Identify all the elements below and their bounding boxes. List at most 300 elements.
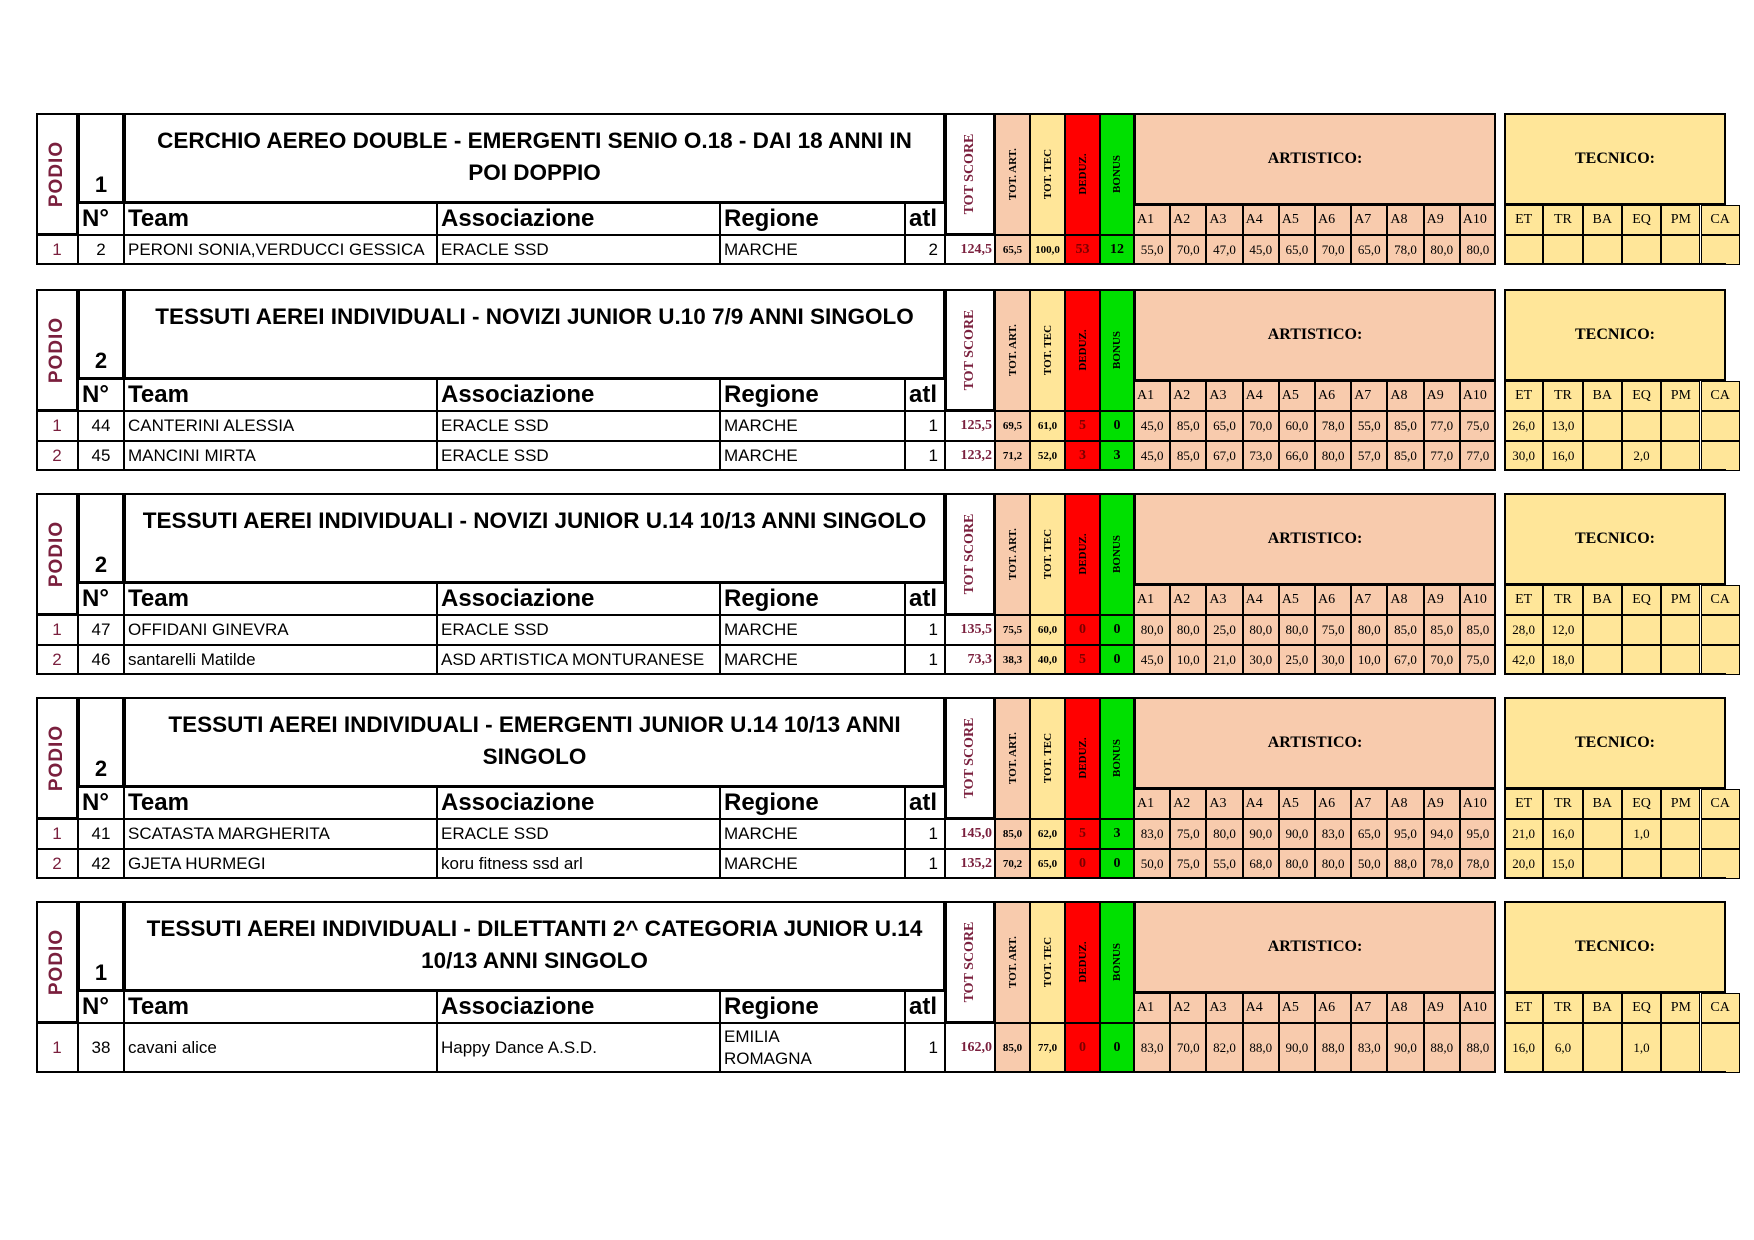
row-tot-art-text: 85,0 [1002, 828, 1023, 840]
tecnico-col-tr-text: TR [1554, 212, 1572, 227]
row-tecnico-eq [1622, 411, 1661, 441]
row-number-text: 44 [91, 416, 111, 435]
row-tecnico-tr [1543, 1023, 1582, 1073]
table-row [36, 235, 1726, 265]
header-tot-tec [1030, 289, 1065, 411]
header-deduz [1065, 697, 1100, 819]
row-tecnico-ba [1583, 411, 1622, 441]
row-tecnico-et [1504, 819, 1543, 849]
header-tot-art [995, 113, 1030, 235]
row-region-text: MARCHE [724, 824, 798, 843]
header-region-text: Regione [724, 205, 819, 232]
artistico-col-a4-text: A4 [1245, 388, 1263, 403]
tecnico-col-pm [1661, 205, 1700, 235]
tecnico-col-tr [1543, 789, 1582, 819]
row-tot-tec [1030, 235, 1065, 265]
row-tecnico-et-text: 28,0 [1512, 622, 1536, 637]
row-team [124, 645, 437, 675]
header-deduz-text: DEDUZ. [1076, 153, 1089, 195]
tecnico-col-pm [1661, 789, 1700, 819]
row-artistico-a7 [1351, 615, 1387, 645]
header-atl-text: atl [909, 789, 938, 816]
tecnico-col-eq-text: EQ [1632, 592, 1651, 607]
row-position [36, 1023, 78, 1073]
row-atl [905, 411, 945, 441]
row-deduction [1065, 645, 1100, 675]
header-tot-tec-text: TOT. TEC [1041, 148, 1054, 200]
row-region-text: MARCHE [724, 620, 798, 639]
row-position-text: 2 [52, 854, 62, 873]
tecnico-col-et [1504, 993, 1543, 1023]
row-artistico-a4-text: 30,0 [1249, 652, 1273, 667]
row-tot-score-text: 135,2 [960, 856, 992, 871]
row-number [78, 615, 124, 645]
artistico-col-a2-text: A2 [1173, 592, 1191, 607]
row-artistico-a4-text: 88,0 [1249, 1040, 1273, 1055]
category-title [124, 113, 945, 203]
row-artistico-a7 [1351, 1023, 1387, 1073]
row-artistico-a9 [1424, 819, 1460, 849]
tecnico-col-ba [1583, 789, 1622, 819]
row-tecnico-pm [1661, 849, 1700, 879]
row-bonus-text: 0 [1113, 652, 1121, 667]
artistico-col-a4 [1243, 205, 1279, 235]
row-deduction-text: 0 [1079, 1040, 1086, 1055]
artistico-header [1134, 697, 1496, 789]
header-tot-score [945, 901, 995, 1023]
row-atl [905, 615, 945, 645]
row-artistico-a1-text: 45,0 [1140, 652, 1164, 667]
artistico-col-a10-text: A10 [1462, 1000, 1487, 1015]
row-position [36, 615, 78, 645]
row-tecnico-ca [1701, 1023, 1740, 1073]
row-artistico-a5 [1279, 615, 1315, 645]
header-bonus [1100, 113, 1134, 235]
tecnico-col-eq-text: EQ [1632, 388, 1651, 403]
row-artistico-a9-text: 70,0 [1430, 652, 1454, 667]
tecnico-header [1504, 697, 1726, 789]
category-title [124, 901, 945, 991]
row-tecnico-ba [1583, 819, 1622, 849]
header-region [720, 991, 905, 1023]
row-team [124, 615, 437, 645]
header-tot-art-text: TOT. ART. [1006, 732, 1019, 784]
row-artistico-a6-text: 70,0 [1321, 242, 1345, 257]
row-artistico-a9 [1424, 1023, 1460, 1073]
tecnico-col-ca-text: CA [1710, 388, 1730, 403]
header-deduz-text: DEDUZ. [1076, 737, 1089, 779]
row-association [437, 1023, 720, 1073]
artistico-col-a5 [1279, 585, 1315, 615]
row-deduction-text: 5 [1079, 652, 1086, 667]
artistico-col-a2-text: A2 [1173, 796, 1191, 811]
row-tecnico-tr [1543, 411, 1582, 441]
row-position-text: 1 [52, 416, 62, 435]
tecnico-col-pm-text: PM [1670, 212, 1691, 227]
row-team-text: GJETA HURMEGI [128, 854, 266, 873]
artistico-col-a3-text: A3 [1209, 796, 1227, 811]
podio-label [36, 113, 78, 235]
row-artistico-a3 [1206, 645, 1242, 675]
row-artistico-a4 [1243, 411, 1279, 441]
header-team [124, 583, 437, 615]
header-tot-art-text: TOT. ART. [1006, 148, 1019, 200]
header-num-text: N° [82, 789, 109, 816]
artistico-col-a7-text: A7 [1354, 1000, 1372, 1015]
row-region [720, 235, 905, 265]
tecnico-header-text: TECNICO: [1574, 150, 1655, 167]
row-artistico-a2-text: 70,0 [1176, 242, 1200, 257]
artistico-col-a6-text: A6 [1318, 212, 1336, 227]
artistico-col-a10-text: A10 [1462, 796, 1487, 811]
row-tecnico-eq [1622, 849, 1661, 879]
row-artistico-a2 [1170, 1023, 1206, 1073]
row-artistico-a1 [1134, 441, 1170, 471]
row-tecnico-et [1504, 615, 1543, 645]
row-artistico-a5-text: 66,0 [1285, 448, 1309, 463]
table-row [36, 615, 1726, 645]
artistico-col-a3 [1206, 993, 1242, 1023]
row-team-text: CANTERINI ALESSIA [128, 416, 295, 435]
row-team-text: MANCINI MIRTA [128, 446, 256, 465]
row-artistico-a5-text: 65,0 [1285, 242, 1309, 257]
category-count [78, 901, 124, 991]
row-artistico-a3-text: 47,0 [1213, 242, 1236, 257]
row-tecnico-et [1504, 441, 1543, 471]
row-tecnico-et-text: 16,0 [1512, 1040, 1536, 1055]
row-tecnico-tr-text: 13,0 [1551, 418, 1575, 433]
row-atl-text: 1 [928, 1038, 938, 1057]
row-team-text: OFFIDANI GINEVRA [128, 620, 289, 639]
header-tot-tec [1030, 901, 1065, 1023]
header-deduz-text: DEDUZ. [1076, 329, 1089, 371]
artistico-col-a4 [1243, 789, 1279, 819]
row-tecnico-pm [1661, 235, 1700, 265]
row-artistico-a1 [1134, 819, 1170, 849]
header-deduz-text: DEDUZ. [1076, 941, 1089, 983]
tecnico-col-ca [1701, 585, 1740, 615]
row-region [720, 819, 905, 849]
tecnico-col-ca [1701, 205, 1740, 235]
artistico-col-a9-text: A9 [1426, 388, 1444, 403]
row-tecnico-pm [1661, 441, 1700, 471]
artistico-col-a6 [1315, 205, 1351, 235]
row-deduction-text: 5 [1079, 826, 1086, 841]
row-artistico-a6 [1315, 615, 1351, 645]
row-tot-tec-text: 62,0 [1037, 828, 1058, 840]
row-artistico-a8 [1387, 615, 1423, 645]
podio-label [36, 901, 78, 1023]
row-tot-art-text: 65,5 [1002, 244, 1023, 256]
tecnico-col-ca-text: CA [1710, 212, 1730, 227]
row-bonus [1100, 411, 1134, 441]
artistico-col-a10-text: A10 [1462, 212, 1487, 227]
artistico-col-a4 [1243, 993, 1279, 1023]
row-deduction [1065, 819, 1100, 849]
row-tot-art-text: 71,2 [1002, 450, 1023, 462]
row-artistico-a3-text: 82,0 [1213, 1040, 1236, 1055]
row-artistico-a10 [1460, 411, 1496, 441]
row-artistico-a4 [1243, 235, 1279, 265]
row-association [437, 819, 720, 849]
row-artistico-a5-text: 90,0 [1285, 826, 1309, 841]
artistico-col-a2-text: A2 [1173, 388, 1191, 403]
header-tot-tec-text: TOT. TEC [1041, 732, 1054, 784]
row-tot-art [995, 615, 1030, 645]
tecnico-col-eq-text: EQ [1632, 796, 1651, 811]
header-atl-text: atl [909, 585, 938, 612]
row-tecnico-ca [1701, 441, 1740, 471]
row-artistico-a8-text: 85,0 [1394, 418, 1417, 433]
row-tecnico-tr-text: 6,0 [1554, 1040, 1572, 1055]
podio-label-text: PODIO [46, 316, 67, 384]
artistico-col-a7-text: A7 [1354, 212, 1372, 227]
row-artistico-a6-text: 75,0 [1321, 622, 1345, 637]
row-tot-score [945, 441, 995, 471]
artistico-col-a6-text: A6 [1318, 388, 1336, 403]
row-artistico-a4-text: 70,0 [1249, 418, 1273, 433]
row-artistico-a7-text: 65,0 [1357, 242, 1381, 257]
row-association-text: ERACLE SSD [441, 824, 549, 843]
row-tot-tec-text: 52,0 [1037, 450, 1058, 462]
row-artistico-a1-text: 45,0 [1140, 448, 1164, 463]
artistico-col-a8-text: A8 [1390, 1000, 1408, 1015]
row-artistico-a6-text: 80,0 [1321, 856, 1345, 871]
category-title-text: TESSUTI AEREI INDIVIDUALI - NOVIZI JUNIOR U.14 10/13 ANNI SINGOLO [142, 508, 927, 533]
row-artistico-a10-text: 77,0 [1466, 448, 1490, 463]
header-deduz [1065, 113, 1100, 235]
row-tecnico-et-text: 26,0 [1512, 418, 1536, 433]
row-artistico-a3 [1206, 819, 1242, 849]
row-artistico-a9-text: 77,0 [1430, 448, 1454, 463]
row-artistico-a8-text: 85,0 [1394, 622, 1417, 637]
artistico-header [1134, 289, 1496, 381]
row-artistico-a3-text: 25,0 [1213, 622, 1236, 637]
artistico-col-a3 [1206, 205, 1242, 235]
row-artistico-a10 [1460, 645, 1496, 675]
row-tecnico-pm [1661, 615, 1700, 645]
row-tot-score-text: 124,5 [960, 242, 992, 257]
row-number [78, 849, 124, 879]
tecnico-col-pm-text: PM [1670, 1000, 1691, 1015]
row-tot-tec-text: 65,0 [1037, 858, 1058, 870]
row-artistico-a9-text: 88,0 [1430, 1040, 1454, 1055]
artistico-col-a5 [1279, 789, 1315, 819]
row-number [78, 441, 124, 471]
row-deduction [1065, 615, 1100, 645]
row-tot-tec [1030, 441, 1065, 471]
row-artistico-a4 [1243, 1023, 1279, 1073]
row-artistico-a10 [1460, 235, 1496, 265]
row-region-text: EMILIA ROMAGNA [724, 1027, 812, 1068]
row-artistico-a8 [1387, 849, 1423, 879]
row-artistico-a6 [1315, 645, 1351, 675]
row-region-text: MARCHE [724, 416, 798, 435]
row-atl [905, 441, 945, 471]
header-tot-score [945, 493, 995, 615]
row-tecnico-eq [1622, 615, 1661, 645]
artistico-col-a7-text: A7 [1354, 592, 1372, 607]
row-bonus [1100, 819, 1134, 849]
category-count [78, 113, 124, 203]
row-tot-art [995, 849, 1030, 879]
header-deduz [1065, 493, 1100, 615]
row-artistico-a1 [1134, 411, 1170, 441]
row-position-text: 1 [52, 240, 62, 259]
header-tot-score [945, 697, 995, 819]
tecnico-col-pm [1661, 993, 1700, 1023]
header-team [124, 787, 437, 819]
row-tot-art-text: 85,0 [1002, 1042, 1023, 1054]
header-tot-art-text: TOT. ART. [1006, 936, 1019, 988]
artistico-col-a9-text: A9 [1426, 212, 1444, 227]
artistico-col-a10 [1460, 205, 1496, 235]
header-deduz [1065, 289, 1100, 411]
row-bonus-text: 0 [1113, 418, 1121, 433]
artistico-col-a7 [1351, 993, 1387, 1023]
row-deduction [1065, 411, 1100, 441]
header-num [78, 583, 124, 615]
row-tot-score-text: 73,3 [967, 652, 992, 667]
tecnico-col-ca-text: CA [1710, 1000, 1730, 1015]
tecnico-header-text: TECNICO: [1574, 938, 1655, 955]
header-bonus-text: BONUS [1111, 331, 1123, 369]
tecnico-col-pm-text: PM [1670, 388, 1691, 403]
row-tot-art [995, 235, 1030, 265]
row-artistico-a5 [1279, 441, 1315, 471]
row-tecnico-tr [1543, 441, 1582, 471]
header-assoc-text: Associazione [441, 585, 595, 612]
header-num-text: N° [82, 585, 109, 612]
row-artistico-a6-text: 30,0 [1321, 652, 1345, 667]
tecnico-col-ca-text: CA [1710, 592, 1730, 607]
artistico-col-a8 [1387, 205, 1423, 235]
header-atl [905, 991, 945, 1023]
row-team-text: cavani alice [128, 1038, 217, 1057]
row-position [36, 411, 78, 441]
row-artistico-a1 [1134, 615, 1170, 645]
row-team [124, 819, 437, 849]
header-region [720, 787, 905, 819]
header-num [78, 379, 124, 411]
row-artistico-a8 [1387, 411, 1423, 441]
row-association-text: ERACLE SSD [441, 446, 549, 465]
artistico-col-a1-text: A1 [1137, 796, 1155, 811]
row-artistico-a9 [1424, 849, 1460, 879]
artistico-col-a5 [1279, 205, 1315, 235]
row-artistico-a8-text: 78,0 [1394, 242, 1417, 257]
header-atl-text: atl [909, 993, 938, 1020]
header-team-text: Team [128, 205, 189, 232]
artistico-col-a1 [1134, 993, 1170, 1023]
row-number [78, 1023, 124, 1073]
row-artistico-a10-text: 95,0 [1466, 826, 1490, 841]
row-team [124, 1023, 437, 1073]
artistico-col-a2 [1170, 381, 1206, 411]
row-artistico-a8 [1387, 441, 1423, 471]
table-row [36, 819, 1726, 849]
header-tot-tec [1030, 697, 1065, 819]
podio-label [36, 697, 78, 819]
tecnico-col-ba [1583, 585, 1622, 615]
row-artistico-a1-text: 83,0 [1140, 1040, 1164, 1055]
header-tot-art-text: TOT. ART. [1006, 528, 1019, 580]
artistico-col-a2-text: A2 [1173, 212, 1191, 227]
row-artistico-a8 [1387, 1023, 1423, 1073]
row-artistico-a2-text: 75,0 [1176, 856, 1200, 871]
row-artistico-a1-text: 50,0 [1140, 856, 1164, 871]
artistico-col-a1 [1134, 789, 1170, 819]
row-tot-art [995, 1023, 1030, 1073]
row-association-text: Happy Dance A.S.D. [441, 1038, 597, 1057]
row-tecnico-pm [1661, 411, 1700, 441]
row-position [36, 441, 78, 471]
artistico-col-a5-text: A5 [1281, 796, 1299, 811]
artistico-header [1134, 113, 1496, 205]
row-bonus [1100, 441, 1134, 471]
row-tot-tec [1030, 615, 1065, 645]
table-row [36, 849, 1726, 879]
tecnico-col-et [1504, 789, 1543, 819]
row-artistico-a10-text: 85,0 [1466, 622, 1490, 637]
row-tot-tec [1030, 645, 1065, 675]
table-row [36, 441, 1726, 471]
row-artistico-a8 [1387, 235, 1423, 265]
artistico-col-a8-text: A8 [1390, 212, 1408, 227]
category-block [36, 289, 1730, 465]
row-tot-score [945, 819, 995, 849]
tecnico-col-et-text: ET [1515, 1000, 1533, 1015]
row-artistico-a7-text: 10,0 [1357, 652, 1381, 667]
artistico-col-a4 [1243, 381, 1279, 411]
row-atl [905, 849, 945, 879]
row-artistico-a4 [1243, 645, 1279, 675]
row-artistico-a3 [1206, 1023, 1242, 1073]
header-num-text: N° [82, 205, 109, 232]
row-artistico-a4 [1243, 819, 1279, 849]
row-artistico-a8 [1387, 645, 1423, 675]
row-tot-score-text: 125,5 [960, 418, 992, 433]
row-bonus-text: 0 [1113, 856, 1121, 871]
artistico-col-a2 [1170, 993, 1206, 1023]
artistico-col-a9 [1424, 585, 1460, 615]
header-tot-art [995, 289, 1030, 411]
row-tot-tec-text: 60,0 [1037, 624, 1058, 636]
artistico-col-a8-text: A8 [1390, 796, 1408, 811]
artistico-col-a1 [1134, 205, 1170, 235]
row-artistico-a4-text: 45,0 [1249, 242, 1273, 257]
row-tecnico-tr-text: 18,0 [1551, 652, 1575, 667]
header-tot-tec-text: TOT. TEC [1041, 528, 1054, 580]
artistico-col-a2 [1170, 789, 1206, 819]
category-count [78, 493, 124, 583]
row-artistico-a6 [1315, 441, 1351, 471]
row-deduction [1065, 235, 1100, 265]
row-artistico-a10-text: 80,0 [1466, 242, 1490, 257]
row-association-text: ASD ARTISTICA MONTURANESE [441, 650, 705, 669]
table-row [36, 411, 1726, 441]
row-artistico-a8-text: 95,0 [1394, 826, 1417, 841]
row-artistico-a3 [1206, 411, 1242, 441]
header-bonus [1100, 289, 1134, 411]
row-tot-art-text: 70,2 [1002, 858, 1023, 870]
row-tecnico-et [1504, 849, 1543, 879]
header-assoc [437, 379, 720, 411]
row-artistico-a9 [1424, 441, 1460, 471]
row-artistico-a6 [1315, 1023, 1351, 1073]
header-num [78, 991, 124, 1023]
header-tot-art-text: TOT. ART. [1006, 324, 1019, 376]
